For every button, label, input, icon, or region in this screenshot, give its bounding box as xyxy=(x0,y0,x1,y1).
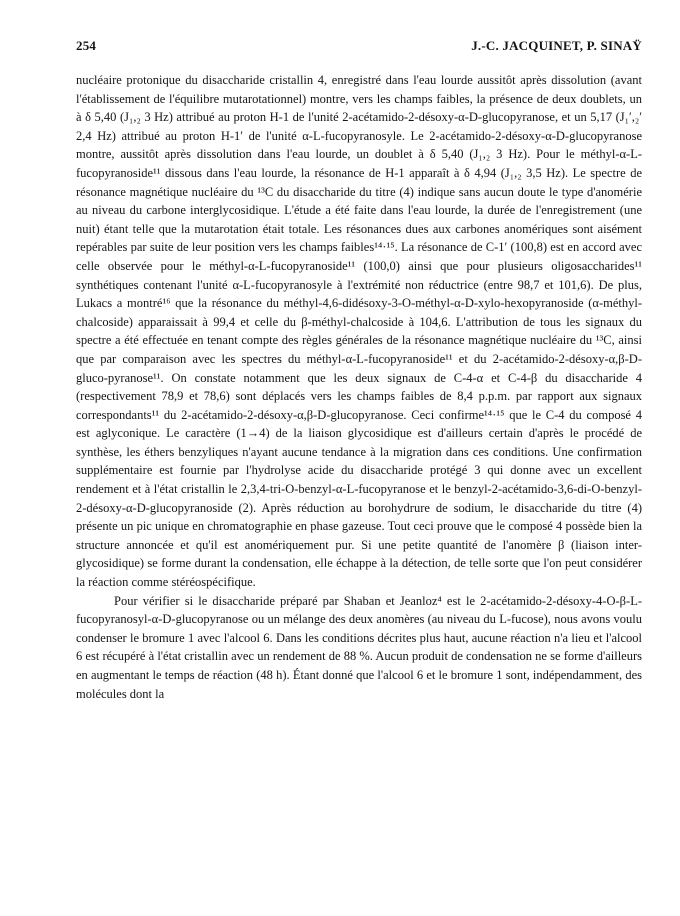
body-text xyxy=(76,71,642,703)
paragraph: Pour vérifier si le disaccharide préparé par Shaban et Jeanloz⁴ est le 2-acétamido-2-désoxy-4-O-β-L-fucopyranosyl-α-D-glucopyranose ou un mélange des deux anomères (au niveau du L-fucose), nous avons voulu condenser le bromure 1 avec l'alcool 6. Dans les conditions décrites plus haut, aucune réaction n'a lieu et l'alcool 6 est récupéré à l'état cristallin avec un rendement de 88 %. Aucun produit de condensation ne se forme d'ailleurs en augmentant le temps de réaction (48 h). Étant donné que l'alcool 6 et le bromure 1 sont, indépendamment, des molécules dont la xyxy=(76,593,642,701)
paragraph: nucléaire protonique du disaccharide cristallin 4, enregistré dans l'eau lourde aussitôt après dissolution (avant l'établissement de l'équilibre mutarotationnel) montre, vers les champs faibles, la présence de deux doublets, un à δ 5,40 (J₁,₂ 3 Hz) attribué au proton H-1 de l'unité 2-acétamido-2-désoxy-α-D-glucopyranose, et un 5,17 (J₁′,₂′ 2,4 Hz) attribué au proton H-1′ de l'unité α-L-fucopyranosyle. Le 2-acétamido-2-désoxy-α-D-glucopyranose montre, aussitôt après dissolution dans l'eau lourde, un doublet à δ 5,40 (J₁,₂ 3 Hz). Pour le méthyl-α-L-fucopyranoside¹¹ dissous dans l'eau lourde, la résonance de H-1 apparaît à δ 4,94 (J₁,₂ 3,5 Hz). Le spectre de résonance magnétique nucléaire du ¹³C du disaccharide du titre (4) indique sans aucun doute le type d'anomérie au niveau du carbone interglycosidique. L'étude a été faite dans l'eau lourde, la durée de l'enregistrement (une nuit) étant telle que la mutarotation était totale. Les résonances dues aux carbones anomériques sont aisément repérables par suite de leur position vers les champs faibles¹⁴·¹⁵. La résonance de C-1′ (100,8) est en accord avec celle observée pour le méthyl-α-L-fucopyranoside¹¹ (100,0) ainsi que pour plusieurs oligosaccharides¹¹ synthétiques contenant l'unité α-L-fucopyranosyle à l'extrémité non réductrice (entre 98,7 et 101,6). De plus, Lukacs a montré¹⁶ que la résonance du méthyl-4,6-didésoxy-3-O-méthyl-α-D-xylo-hexopyranoside (α-méthyl-chalcoside) apparaissait à 99,4 et celle du β-méthyl-chalcoside à 104,6. L'attribution de tous les signaux du spectre a été effectuée en tenant compte des règles générales de la résonance magnétique nucléaire du ¹³C, ainsi que par comparaison avec les spectres du méthyl-α-L-fucopyranoside¹¹ et du 2-acétamido-2-désoxy-α,β-D-gluco-pyranose¹¹. On constate notamment que les deux signaux de C-4-α et C-4-β du disaccharide 4 (respectivement 78,9 et 78,6) sont déplacés vers les champs faibles de 8,4 p.p.m. par rapport aux signaux correspondants¹¹ du 2-acétamido-2-désoxy-α,β-D-glucopyranose. Ceci confirme¹⁴·¹⁵ que le C-4 du composé 4 est aglyconique. Le caractère (1→4) de la liaison glycosidique est d'ailleurs certain d'après le procédé de synthèse, les éthers benzyliques n'ayant aucune tendance à la migration dans ces conditions. Une confirmation supplémentaire est fournie par l'hydrolyse acide du disaccharide protégé 3 qui donne avec un excellent rendement et à l'état cristallin le 2,3,4-tri-O-benzyl-α-L-fucopyranose et le benzyl-2-acétamido-3,6-di-O-benzyl-2-désoxy-α-D-glucopyranoside (2). Après réduction au borohydrure de sodium, le disaccharide du titre (4) présente un pic unique en chromatographie en phase gazeuse. Tout ceci prouve que le composé 4 possède bien la structure annoncée et qu'il est anomériquement pur. Si une petite quantité de l'anomère β (liaison inter-glycosidique) se forme durant la condensation, elle échappe à la détection, de telle sorte que l'on peut considérer la réaction comme stéréospécifique. xyxy=(76,73,642,590)
running-head: J.-C. JACQUINET, P. SINAŸ xyxy=(471,38,642,53)
page-header xyxy=(76,38,642,54)
page-number: 254 xyxy=(76,38,97,53)
